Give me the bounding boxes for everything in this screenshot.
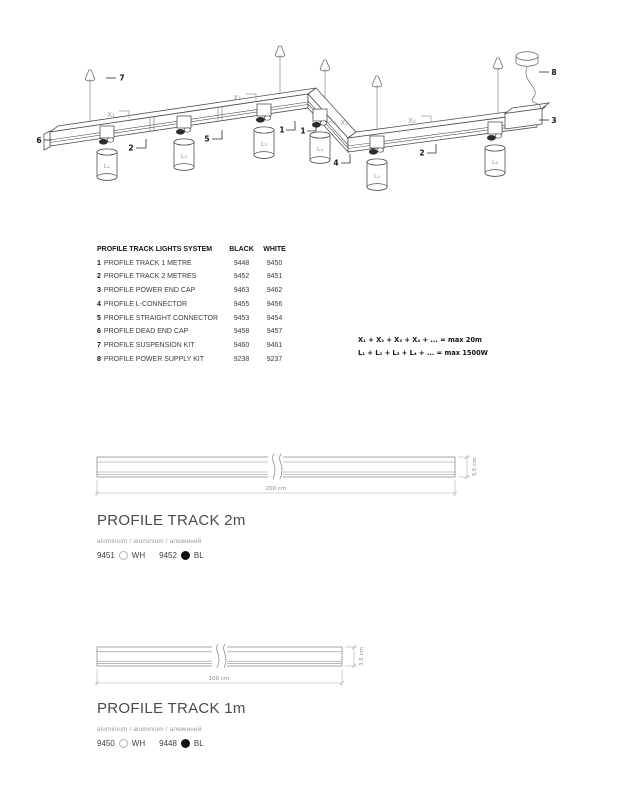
variant-code-black: 9452 xyxy=(159,551,177,560)
code-black: 9448 xyxy=(233,259,250,267)
light-label-l5: L₅ xyxy=(373,172,381,180)
callout-1b: 1 xyxy=(300,126,306,136)
variant-label-white: WH xyxy=(131,739,146,748)
code-white: 9462 xyxy=(266,287,283,295)
variant-code-white: 9450 xyxy=(97,739,115,748)
code-black: 9460 xyxy=(233,341,250,349)
part-name: PROFILE TRACK 1 METRE xyxy=(103,259,192,267)
variant-code-black: 9448 xyxy=(159,739,177,748)
row-number: 6 xyxy=(97,328,101,336)
row-number: 5 xyxy=(97,314,101,322)
product-title-1m: PROFILE TRACK 1m xyxy=(97,700,246,717)
column-header-white: WHITE xyxy=(263,246,286,253)
span-label-x2: X₂ xyxy=(233,94,241,102)
length-dimension-label: 100 cm xyxy=(208,676,230,682)
height-dimension-label: 3,5 cm xyxy=(359,647,365,666)
height-dimension xyxy=(345,645,357,668)
table-row xyxy=(97,257,297,271)
part-name: PROFILE TRACK 2 METRES xyxy=(103,273,197,281)
part-name: PROFILE POWER END CAP xyxy=(103,287,196,295)
part-name: PROFILE POWER SUPPLY KIT xyxy=(103,355,205,363)
row-number: 3 xyxy=(97,287,101,295)
code-white: 9450 xyxy=(266,259,283,267)
suspension-kit-cones xyxy=(85,46,503,88)
code-black: 9458 xyxy=(233,328,250,336)
track-1m-dimension-drawing xyxy=(0,635,430,697)
length-dimension-label: 200 cm xyxy=(265,486,287,492)
table-row xyxy=(97,339,297,353)
table-row xyxy=(97,353,297,367)
code-black: 9455 xyxy=(233,300,250,308)
callout-4: 4 xyxy=(333,158,339,168)
part-name: PROFILE L-CONNECTOR xyxy=(103,300,188,308)
span-label-x1: X₁ xyxy=(107,111,115,119)
power-supply-kit xyxy=(516,52,540,109)
light-label-l4: L₄ xyxy=(316,145,324,153)
row-number: 1 xyxy=(97,259,101,267)
white-swatch-icon xyxy=(119,739,128,748)
code-black: 9452 xyxy=(233,273,250,281)
callout-2a: 2 xyxy=(128,143,134,153)
parts-table-header xyxy=(97,243,297,257)
callout-7: 7 xyxy=(119,73,125,83)
code-white: 9456 xyxy=(266,300,283,308)
code-white: 9461 xyxy=(266,341,283,349)
product-variants-2m xyxy=(97,551,218,560)
product-material-1m: aluminium / aluminium / алюминий xyxy=(97,726,202,733)
column-header-black: BLACK xyxy=(229,246,254,253)
code-white: 9454 xyxy=(266,314,283,322)
track-system-diagram xyxy=(0,0,622,215)
row-number: 2 xyxy=(97,273,101,281)
code-white: 9237 xyxy=(266,355,283,363)
code-black: 9453 xyxy=(233,314,250,322)
table-row xyxy=(97,298,297,312)
part-name: PROFILE SUSPENSION KIT xyxy=(103,341,195,349)
height-dimension xyxy=(458,455,470,479)
callout-5: 5 xyxy=(204,134,210,144)
callout-3: 3 xyxy=(551,116,557,125)
light-label-l3: L₃ xyxy=(260,140,268,148)
table-title: PROFILE TRACK LIGHTS SYSTEM xyxy=(97,246,213,253)
table-row xyxy=(97,325,297,339)
callout-1a: 1 xyxy=(279,125,285,135)
span-label-x3: X₃ xyxy=(340,119,348,127)
parts-table xyxy=(97,243,297,366)
system-limits xyxy=(358,334,488,360)
part-name: PROFILE DEAD END CAP xyxy=(103,328,189,336)
white-swatch-icon xyxy=(119,551,128,560)
code-white: 9457 xyxy=(266,328,283,336)
code-black: 9463 xyxy=(233,287,250,295)
table-row xyxy=(97,270,297,284)
row-number: 8 xyxy=(97,355,101,363)
part-name: PROFILE STRAIGHT CONNECTOR xyxy=(103,314,218,322)
track-2m-dimension-drawing xyxy=(0,445,520,507)
variant-label-white: WH xyxy=(131,551,146,560)
span-label-x4: X₄ xyxy=(408,117,416,125)
light-label-l6: L₆ xyxy=(491,158,499,166)
height-dimension-label: 3,5 cm xyxy=(472,457,478,477)
light-label-l1: L₁ xyxy=(103,162,111,170)
callout-8: 8 xyxy=(551,68,557,77)
black-swatch-icon xyxy=(181,739,190,748)
row-number: 4 xyxy=(97,300,101,308)
callout-2b: 2 xyxy=(419,148,425,158)
product-title-2m: PROFILE TRACK 2m xyxy=(97,512,246,529)
black-swatch-icon xyxy=(181,551,190,560)
row-number: 7 xyxy=(97,341,101,349)
variant-label-black: BL xyxy=(193,739,204,748)
light-labels xyxy=(104,140,499,180)
max-length-formula: X₁ + X₂ + X₃ + X₄ + ... = max 20m xyxy=(358,336,482,344)
table-row xyxy=(97,312,297,326)
callout-6: 6 xyxy=(36,136,42,145)
product-variants-1m xyxy=(97,739,218,748)
code-white: 9451 xyxy=(266,273,283,281)
variant-label-black: BL xyxy=(193,551,204,560)
code-black: 9238 xyxy=(233,355,250,363)
power-end-cap xyxy=(505,103,549,129)
product-material-2m: aluminium / aluminium / алюминий xyxy=(97,538,202,545)
light-label-l2: L₂ xyxy=(180,152,188,160)
table-row xyxy=(97,284,297,298)
max-power-formula: L₁ + L₂ + L₃ + L₄ + ... = max 1500W xyxy=(358,349,488,357)
variant-code-white: 9451 xyxy=(97,551,115,560)
